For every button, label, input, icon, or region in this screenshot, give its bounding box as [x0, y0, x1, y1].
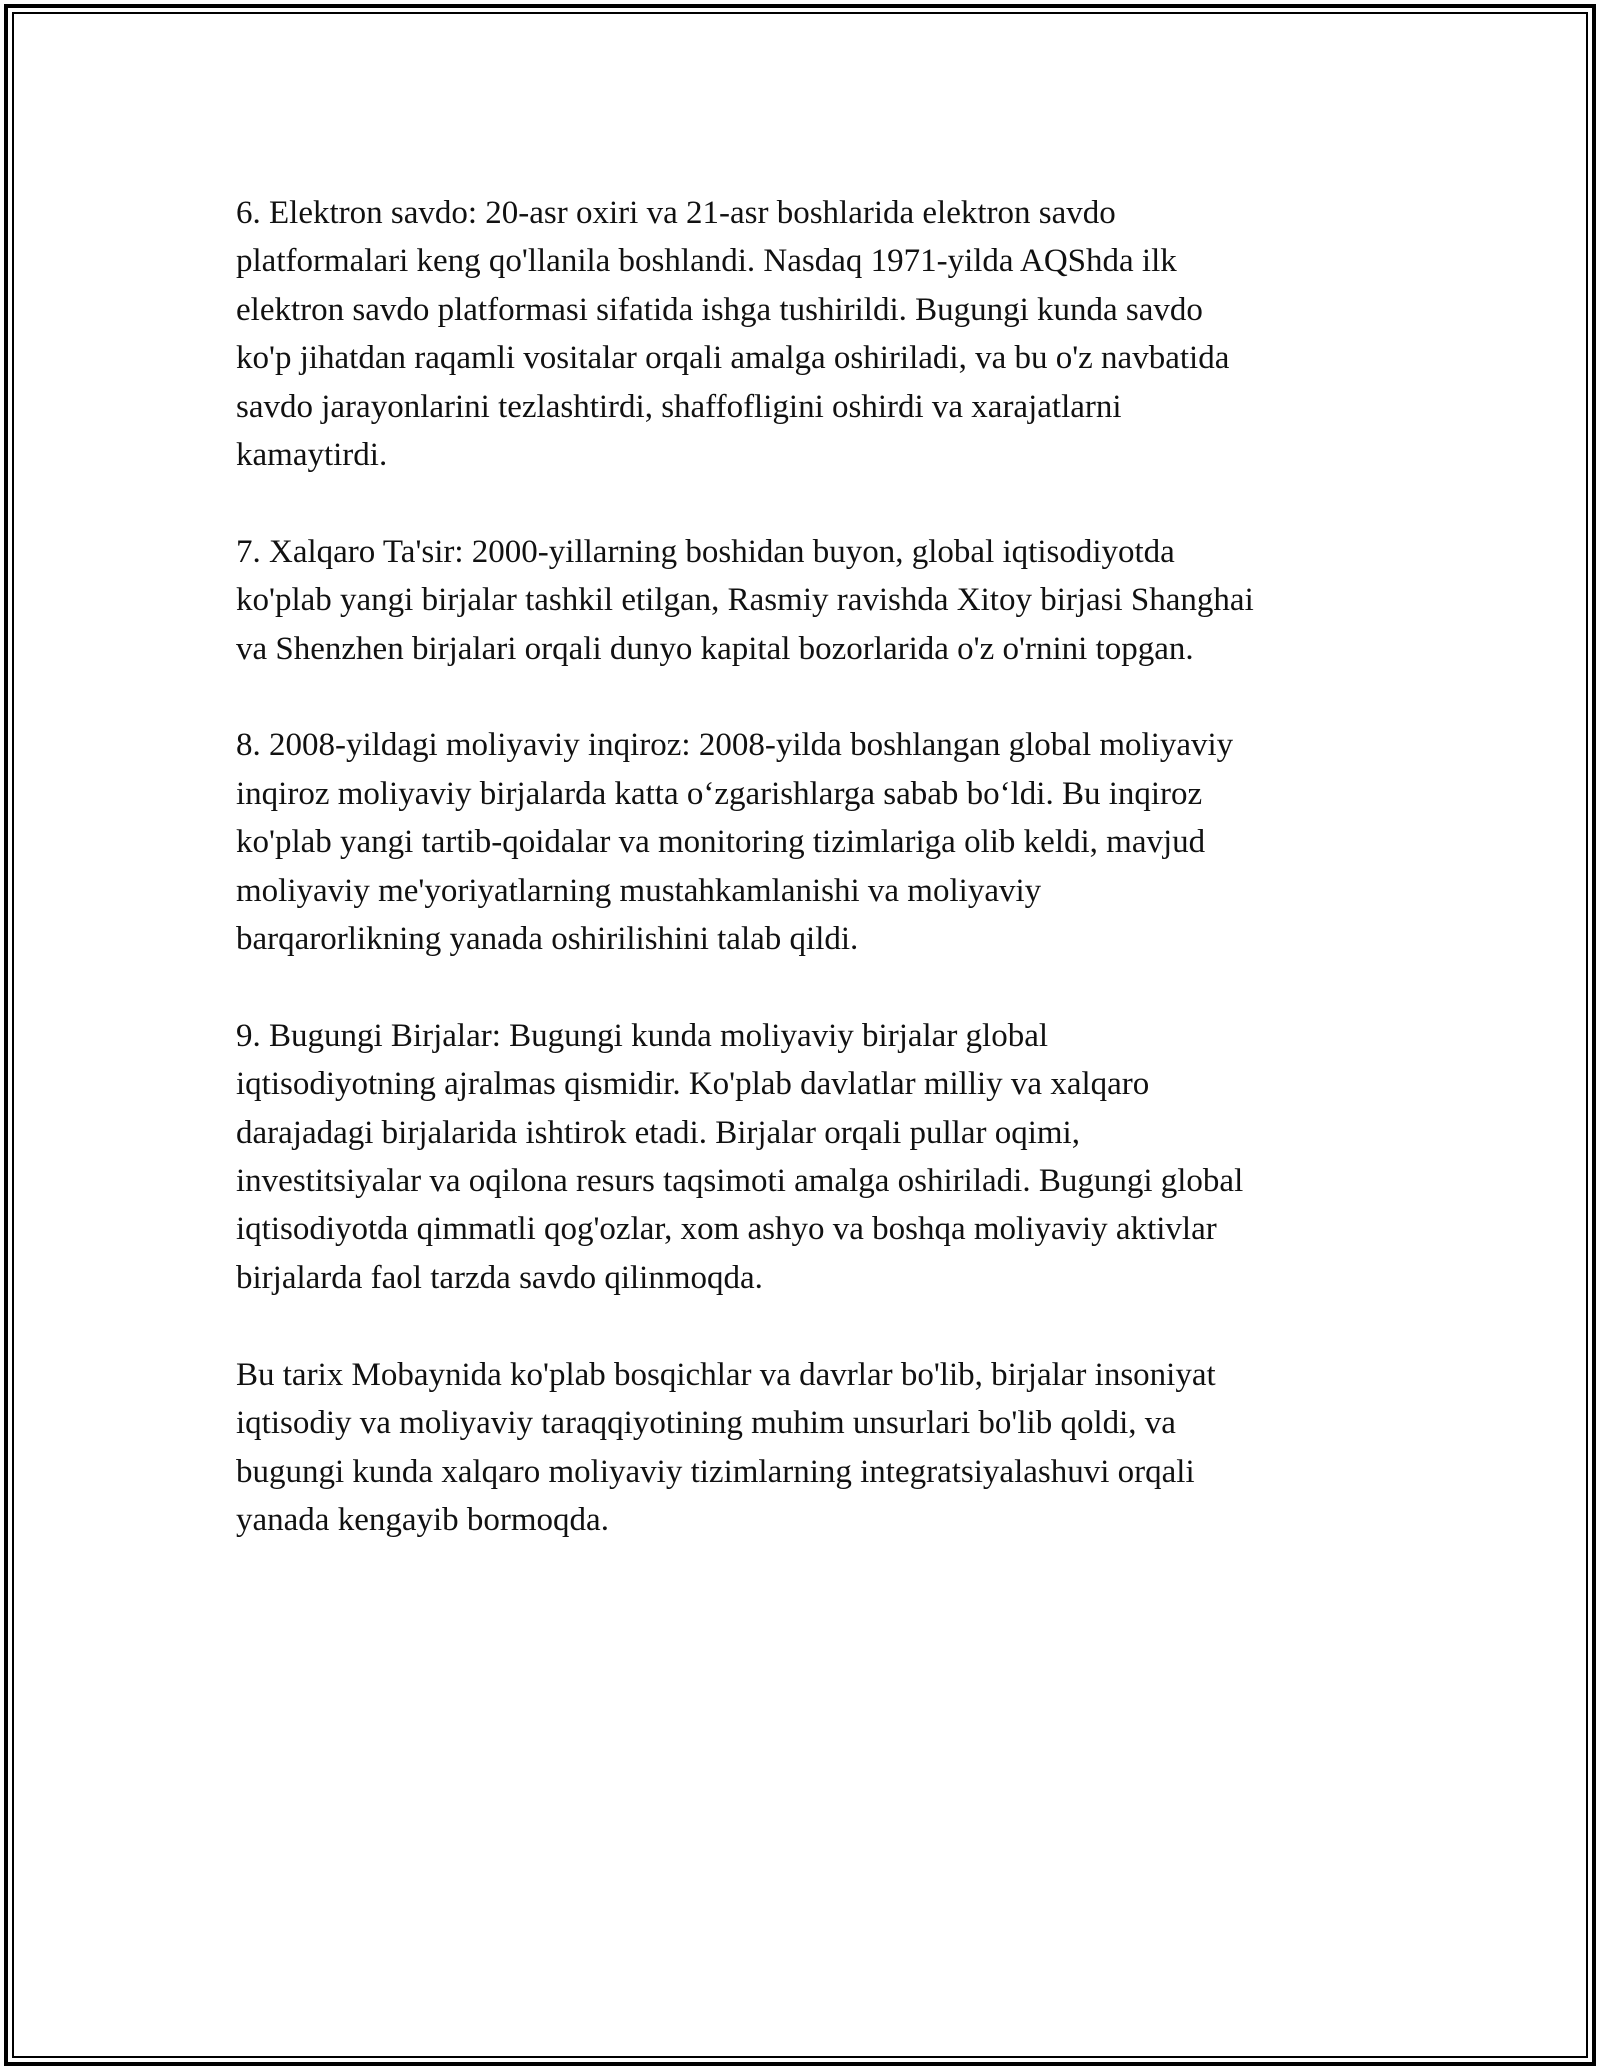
paragraph-financial-crisis [236, 721, 1376, 963]
text-line: iqtisodiyotning ajralmas qismidir. Ko'plab davlatlar milliy va xalqaro [236, 1066, 1150, 1103]
paragraph-electronic-trading [236, 189, 1376, 479]
text-line: inqiroz moliyaviy birjalarda katta o‘zgarishlarga sabab bo‘ldi. Bu inqiroz [236, 775, 1203, 812]
text-line: elektron savdo platformasi sifatida ishga tushirildi. Bugungi kunda savdo [236, 291, 1203, 328]
document-body [236, 189, 1376, 1593]
text-line: platformalari keng qo'llanila boshlandi. Nasdaq 1971-yilda AQShda ilk [236, 243, 1177, 280]
text-line: ko'plab yangi birjalar tashkil etilgan, Rasmiy ravishda Xitoy birjasi Shanghai [236, 582, 1254, 619]
text-line: 6. Elektron savdo: 20-asr oxiri va 21-asr boshlarida elektron savdo [236, 195, 1116, 231]
paragraph-exchanges-today [236, 1012, 1376, 1302]
text-line: investitsiyalar va oqilona resurs taqsimoti amalga oshiriladi. Bugungi global [236, 1163, 1244, 1200]
text-line: bugungi kunda xalqaro moliyaviy tizimlarning integratsiyalashuvi orqali [236, 1453, 1195, 1490]
text-line: 9. Bugungi Birjalar: Bugungi kunda moliyaviy birjalar global [236, 1017, 1049, 1054]
text-line: yanada kengayib bormoqda. [236, 1501, 609, 1538]
text-line: birjalarda faol tarzda savdo qilinmoqda. [236, 1259, 763, 1296]
text-line: kamaytirdi. [236, 437, 388, 474]
text-line: barqarorlikning yanada oshirilishini talab qildi. [236, 921, 859, 958]
text-line: moliyaviy me'yoriyatlarning mustahkamlanishi va moliyaviy [236, 872, 1042, 909]
text-line: iqtisodiy va moliyaviy taraqqiyotining muhim unsurlari bo'lib qoldi, va [236, 1405, 1176, 1442]
text-line: 8. 2008-yildagi moliyaviy inqiroz: 2008-yilda boshlangan global moliyaviy [236, 727, 1234, 764]
text-line: 7. Xalqaro Ta'sir: 2000-yillarning boshidan buyon, global iqtisodiyotda [236, 533, 1175, 570]
text-line: savdo jarayonlarini tezlashtirdi, shaffofligini oshirdi va xarajatlarni [236, 388, 1122, 425]
text-line: va Shenzhen birjalari orqali dunyo kapital bozorlarida o'z o'rnini topgan. [236, 630, 1194, 667]
paragraph-conclusion [236, 1351, 1376, 1545]
text-line: ko'plab yangi tartib-qoidalar va monitoring tizimlariga olib keldi, mavjud [236, 824, 1206, 861]
paragraph-international-impact [236, 528, 1376, 673]
text-line: Bu tarix Mobaynida ko'plab bosqichlar va davrlar bo'lib, birjalar insoniyat [236, 1356, 1216, 1393]
text-line: iqtisodiyotda qimmatli qog'ozlar, xom ashyo va boshqa moliyaviy aktivlar [236, 1211, 1217, 1248]
text-line: ko'p jihatdan raqamli vositalar orqali amalga oshiriladi, va bu o'z navbatida [236, 340, 1230, 377]
text-line: darajadagi birjalarida ishtirok etadi. Birjalar orqali pullar oqimi, [236, 1114, 1080, 1151]
